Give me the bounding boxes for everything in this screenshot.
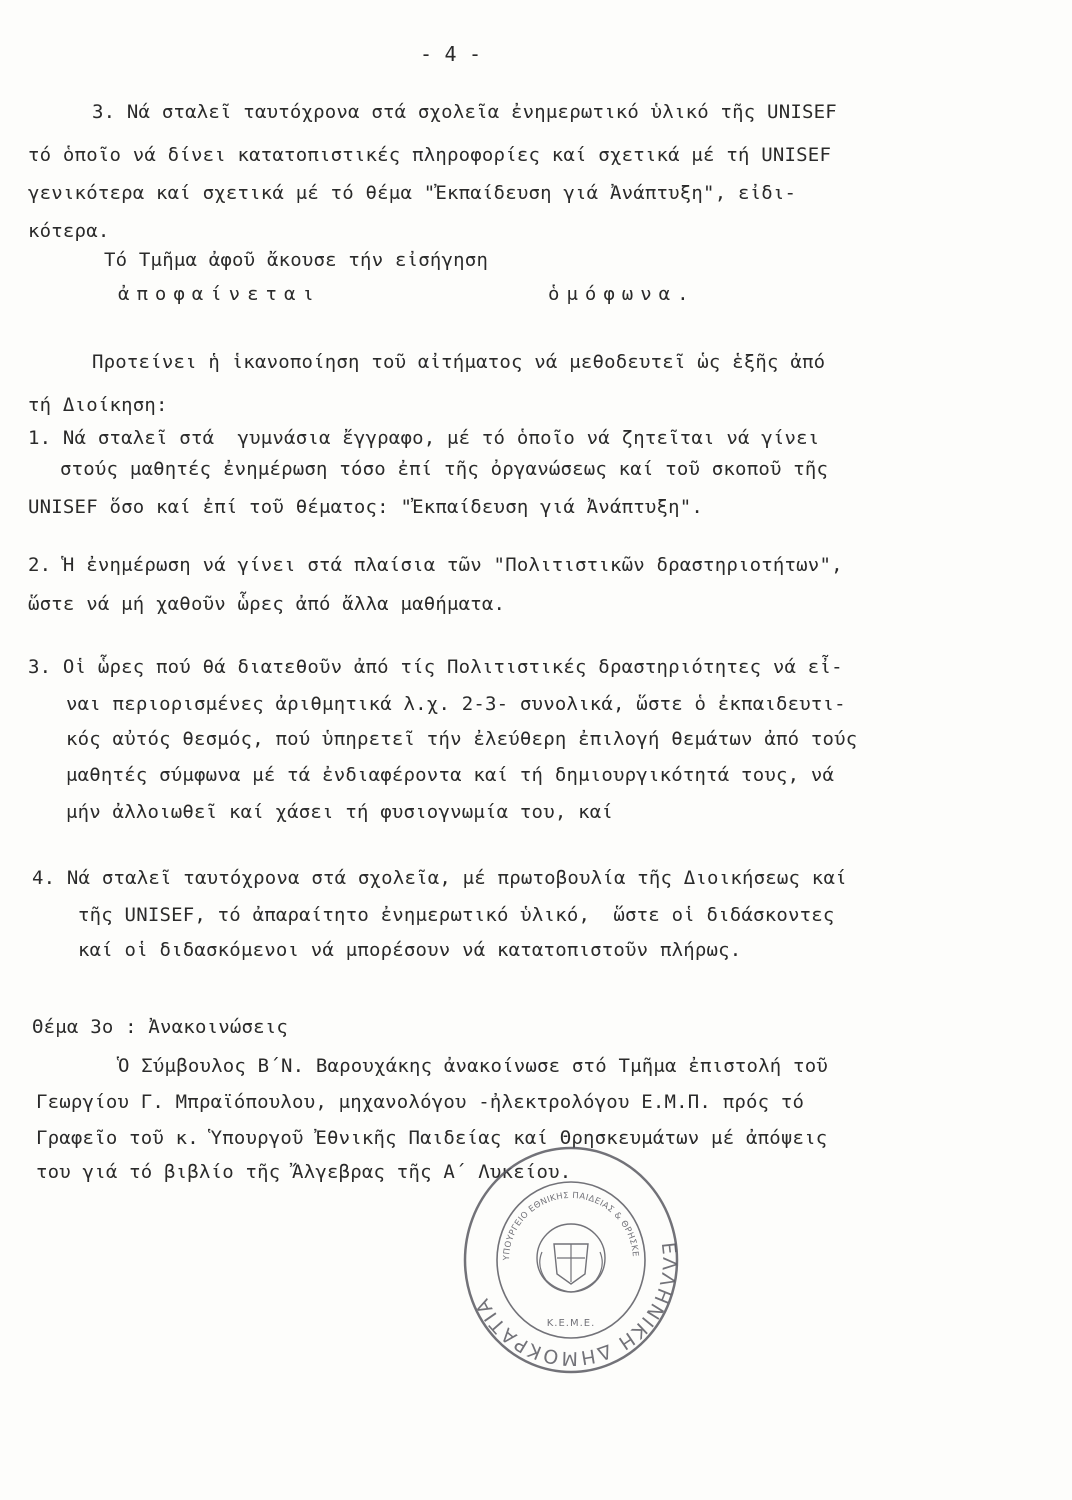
svg-text:ΥΠΟΥΡΓΕΙΟ ΕΘΝΙΚΗΣ ΠΑΙΔΕΙΑΣ & Θ [458, 1140, 640, 1270]
stamp-bottom-text: Κ.Ε.Μ.Ε. [546, 1318, 596, 1329]
paragraph-3-line-2: τό ὁποῖο νά δίνει κατατοπιστικές πληροφορίες καί σχετικά μέ τή UNISEF [28, 144, 832, 166]
topic-line-2: Γεωργίου Γ. Μπραϊόπουλου, μηχανολόγου -ἠλεκτρολόγου Ε.Μ.Π. πρός τό [36, 1091, 805, 1113]
paragraph-3-line-3: γενικότερα καί σχετικά μέ τό θέμα "Ἐκπαίδευση γιά Ἀνάπτυξη", εἰδι- [28, 182, 797, 204]
topic-heading: Θέμα 3ο : Ἀνακοινώσεις [32, 1016, 289, 1038]
decision-intro: Τό Τμῆμα ἀφοῦ ἄκουσε τήν εἰσήγηση [104, 249, 489, 271]
stamp-outer-text: ΕΛΛΗΝΙΚΗ ΔΗΜΟΚΡΑΤΙΑ [470, 1241, 681, 1370]
item-4-line-1: 4. Νά σταλεῖ ταυτόχρονα στά σχολεῖα, μέ πρωτοβουλία τῆς Διοικήσεως καί [32, 867, 847, 889]
stamp-inner-text: ΥΠΟΥΡΓΕΙΟ ΕΘΝΙΚΗΣ ΠΑΙΔΕΙΑΣ & ΘΡΗΣΚΕΥΜΑΤΩΝ [501, 1190, 640, 1261]
item-1-line-3: UNISEF ὅσο καί ἐπί τοῦ θέματος: "Ἐκπαίδευση γιά Ἀνάπτυξη". [28, 496, 704, 518]
item-1-line-1: 1. Νά σταλεῖ στά γυμνάσια ἔγγραφο, μέ τό ὁποῖο νά ζητεῖται νά γίνει [28, 427, 820, 449]
item-3-line-5: μήν ἀλλοιωθεῖ καί χάσει τή φυσιογνωμία του, καί [66, 801, 614, 823]
item-3-line-4: μαθητές σύμφωνα μέ τά ἐνδιαφέροντα καί τή δημιουργικότητά τους, νά [66, 764, 835, 786]
proposal-line-1: Προτείνει ἡ ἱκανοποίηση τοῦ αἰτήματος νά μεθοδευτεῖ ὡς ἑξῆς ἀπό [92, 351, 826, 373]
page-number: - 4 - [420, 42, 482, 66]
item-3-line-3: κός αὐτός θεσμός, πού ὑπηρετεῖ τήν ἐλεύθερη ἐπιλογή θεμάτων ἀπό τούς [66, 728, 858, 750]
topic-line-4: του γιά τό βιβλίο τῆς Ἄλγεβρας τῆς Α΄ Λυκείου. [36, 1161, 572, 1183]
item-2-line-2: ὥστε νά μή χαθοῦν ὧρες ἀπό ἄλλα μαθήματα. [28, 593, 506, 615]
item-3-line-2: ναι περιορισμένες ἀριθμητικά λ.χ. 2-3- συνολικά, ὥστε ὁ ἐκπαιδευτι- [66, 693, 846, 715]
item-3-line-1: 3. Οἱ ὧρες πού θά διατεθοῦν ἀπό τίς Πολιτιστικές δραστηριότητες νά εἶ- [28, 656, 843, 678]
proposal-line-2: τή Διοίκηση: [28, 394, 168, 416]
official-stamp [458, 1140, 684, 1380]
topic-line-1: Ὁ Σύμβουλος Β΄Ν. Βαρουχάκης ἀνακοίνωσε στό Τμῆμα ἐπιστολή τοῦ [118, 1055, 828, 1077]
paragraph-3-line-4: κότερα. [28, 220, 110, 242]
paragraph-3-line-1: 3. Νά σταλεῖ ταυτόχρονα στά σχολεῖα ἐνημερωτικό ὑλικό τῆς UNISEF [92, 101, 837, 123]
decision-unanimous: ὁμόφωνα. [548, 283, 696, 305]
item-4-line-3: καί οἱ διδασκόμενοι νά μπορέσουν νά κατατοπιστοῦν πλήρως. [78, 939, 742, 961]
item-4-line-2: τῆς UNISEF, τό ἀπαραίτητο ἐνημερωτικό ὑλικό, ὥστε οἱ διδάσκοντες [78, 904, 835, 926]
decision-verb: ἀποφαίνεται [118, 283, 321, 305]
item-2-line-1: 2. Ἡ ἐνημέρωση νά γίνει στά πλαίσια τῶν "Πολιτιστικῶν δραστηριοτήτων", [28, 554, 843, 576]
topic-line-3: Γραφεῖο τοῦ κ. Ὑπουργοῦ Ἐθνικῆς Παιδείας καί Θρησκευμάτων μέ ἀπόψεις [36, 1127, 828, 1149]
item-1-line-2: στούς μαθητές ἐνημέρωση τόσο ἐπί τῆς ὀργανώσεως καί τοῦ σκοποῦ τῆς [60, 458, 829, 480]
